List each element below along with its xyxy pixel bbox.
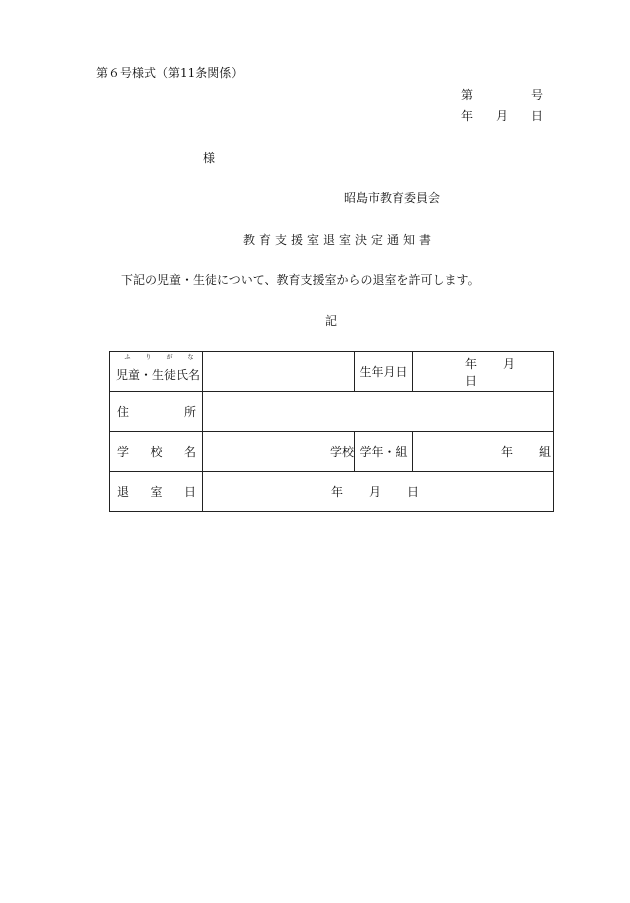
date-year-label: 年 <box>461 109 474 123</box>
document-date-line <box>461 109 543 123</box>
table-row-name <box>110 352 554 392</box>
addressee-suffix: 様 <box>203 151 216 165</box>
withdrawal-day-label: 日 <box>407 485 420 499</box>
student-info-table <box>109 351 554 512</box>
grade-value-cell[interactable] <box>413 432 554 472</box>
date-month-label: 月 <box>495 109 508 123</box>
furigana-ruby <box>117 355 201 361</box>
document-number-line <box>461 88 543 102</box>
withdrawal-label-char: 日 <box>183 485 196 499</box>
grade-label: 学年・組 <box>359 445 408 459</box>
withdrawal-date-cell[interactable] <box>203 472 554 512</box>
table-row-school <box>110 432 554 472</box>
address-label-char: 住 <box>117 405 130 419</box>
ruby-char: な <box>187 354 194 361</box>
document-number-prefix: 第 <box>461 88 474 102</box>
school-label-char: 名 <box>183 445 196 459</box>
dob-year-label: 年 <box>465 356 478 371</box>
school-value-cell[interactable] <box>203 432 355 472</box>
document-title: 教育支援室退室決定通知書 <box>243 233 436 247</box>
ruby-char: ふ <box>124 354 131 361</box>
dob-value-cell[interactable] <box>413 352 554 392</box>
school-label-char: 校 <box>150 445 163 459</box>
date-day-label: 日 <box>530 109 543 123</box>
withdrawal-year-label: 年 <box>331 485 344 499</box>
address-label-char: 所 <box>183 405 196 419</box>
name-value-cell[interactable] <box>203 352 355 392</box>
dob-label-cell <box>355 352 413 392</box>
form-number: 第６号様式（第11条関係） <box>96 66 244 80</box>
withdrawal-label-char: 室 <box>150 485 163 499</box>
issuer-name: 昭島市教育委員会 <box>344 191 441 205</box>
school-suffix: 学校 <box>329 445 354 459</box>
address-label-cell <box>110 392 203 432</box>
address-value-cell[interactable] <box>203 392 554 432</box>
ruby-char: り <box>145 354 152 361</box>
ruby-char: が <box>166 354 173 361</box>
withdrawal-label-char: 退 <box>117 485 130 499</box>
table-row-address <box>110 392 554 432</box>
dob-month-label: 月 <box>503 356 516 371</box>
document-number-suffix: 号 <box>530 88 543 102</box>
body-text: 下記の児童・生徒について、教育支援室からの退室を許可します。 <box>121 273 480 287</box>
withdrawal-label-cell <box>110 472 203 512</box>
school-label-cell <box>110 432 203 472</box>
ki-heading: 記 <box>325 314 338 328</box>
school-label-char: 学 <box>117 445 130 459</box>
grade-label-cell <box>355 432 413 472</box>
grade-class-label: 組 <box>539 445 552 459</box>
dob-day-label: 日 <box>465 373 478 388</box>
name-label-cell <box>110 352 203 392</box>
grade-year-label: 年 <box>501 445 514 459</box>
table-row-withdrawal <box>110 472 554 512</box>
dob-label: 生年月日 <box>359 365 408 379</box>
name-label: 児童・生徒氏名 <box>116 368 201 382</box>
withdrawal-month-label: 月 <box>369 485 382 499</box>
